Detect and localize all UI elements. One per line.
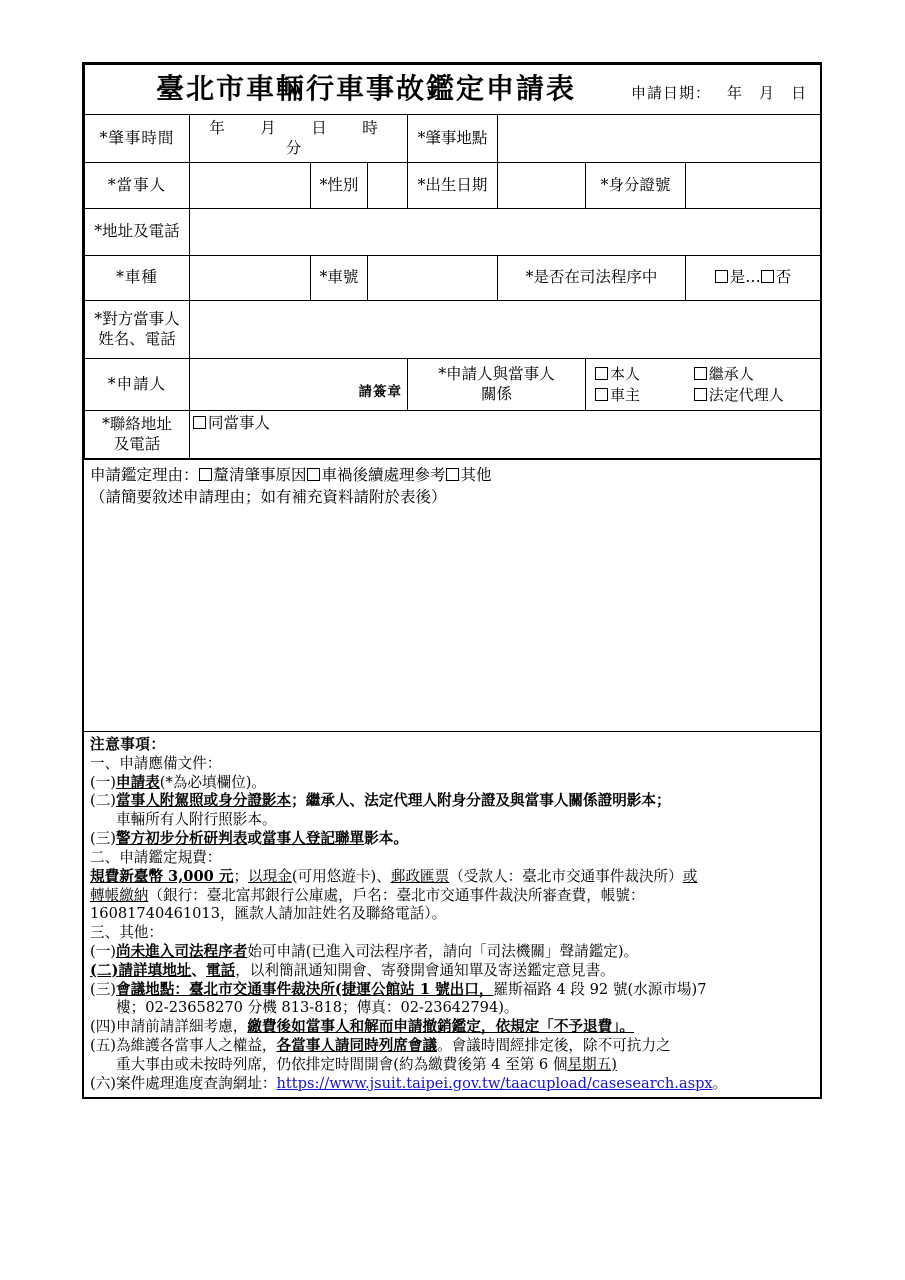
vehicle-type-input[interactable] xyxy=(190,256,311,301)
item-1-3-rest: 影本。 xyxy=(364,830,408,848)
notes-fee-line3: 16081740461013，匯款人請加註姓名及聯絡電話）。 xyxy=(90,905,447,923)
judicial-process-options xyxy=(686,256,821,301)
item-3-5-line2-pre: 重大事由或未按時列席，仍依排定時間開會(約為繳費後第 4 至第 6 個 xyxy=(116,1055,568,1073)
id-number-input[interactable] xyxy=(686,163,821,209)
notes-item-3-3 xyxy=(90,981,814,1000)
fee-or: 或 xyxy=(682,867,698,885)
reason-option-clarify[interactable] xyxy=(199,466,307,484)
item-3-3-rest: 羅斯福路 4 段 92 號(水源市場)7 xyxy=(493,980,707,998)
form-frame xyxy=(82,62,822,1099)
application-date-year[interactable]: 年 xyxy=(727,84,744,102)
fee-sep-1: ； xyxy=(233,867,249,885)
other-party-label-line2: 姓名、電話 xyxy=(98,329,176,348)
accident-time-input[interactable]: 年 月 日 時 分 xyxy=(190,115,408,163)
reason-option-followup[interactable] xyxy=(307,466,446,484)
application-date-day[interactable]: 日 xyxy=(791,84,808,102)
item-3-6-number: (六) xyxy=(90,1074,116,1092)
item-3-2-rest: ，以利簡訊通知開會、寄發開會通知單及寄送鑑定意見書。 xyxy=(235,961,615,979)
form-table xyxy=(84,64,821,459)
notes-item-3-4 xyxy=(90,1018,814,1037)
checkbox-icon[interactable] xyxy=(595,367,608,380)
id-number-label: *身分證號 xyxy=(586,163,686,209)
plate-number-input[interactable] xyxy=(368,256,498,301)
item-1-2-number: (二) xyxy=(90,792,116,810)
notes-item-3-5 xyxy=(90,1037,814,1056)
item-1-1-rest: (*為必填欄位)。 xyxy=(159,773,267,791)
item-1-2-mid: ；繼承人、法定代理人附身分證及與當事人關係證明影本； xyxy=(291,792,671,810)
case-search-url-link[interactable]: https://www.jsuit.taipei.gov.tw/taacupload/casesearch.aspx xyxy=(276,1074,713,1092)
checkbox-icon[interactable] xyxy=(694,388,707,401)
application-date-month[interactable]: 月 xyxy=(759,84,776,102)
accident-place-input[interactable] xyxy=(498,115,821,163)
notes-heading: 注意事項： xyxy=(90,736,166,753)
reason-prefix-label: 申請鑑定理由： xyxy=(90,466,199,484)
checkbox-icon[interactable] xyxy=(761,270,774,283)
item-3-5-rest: 。會議時間經排定後，除不可抗力之 xyxy=(437,1037,671,1054)
fee-money-order: 郵政匯票 xyxy=(390,867,450,885)
notes-fee-line1 xyxy=(90,868,814,887)
relation-label-line2: 關係 xyxy=(480,384,512,403)
party-name-input[interactable] xyxy=(190,163,311,209)
item-1-1-number: (一) xyxy=(90,773,116,791)
relation-option-self-label: 本人 xyxy=(610,364,641,383)
fee-text-2: (可用悠遊卡)、 xyxy=(291,867,391,885)
birth-date-label: *出生日期 xyxy=(408,163,498,209)
item-3-4-number: (四) xyxy=(90,1018,116,1036)
address-phone-row xyxy=(85,209,821,256)
notes-section1-title: 一、申請應備文件： xyxy=(90,754,222,772)
relation-label-line1: *申請人與當事人 xyxy=(438,365,555,384)
birth-date-input[interactable] xyxy=(498,163,586,209)
reason-box[interactable] xyxy=(84,459,820,732)
relation-option-owner[interactable] xyxy=(595,386,694,405)
contact-same-as-party-option[interactable] xyxy=(193,414,270,432)
item-3-2-emphasis-1: 請詳填地址 xyxy=(118,961,192,979)
checkbox-icon[interactable] xyxy=(199,468,212,481)
fee-text-4: （銀行：臺北富邦銀行公庫處，戶名：臺北市交通事件裁決所審查費，帳號： xyxy=(148,886,645,904)
item-3-3-number: (三) xyxy=(90,980,116,998)
relation-option-legal-rep[interactable] xyxy=(694,386,817,405)
notes-item-1-2 xyxy=(90,792,814,811)
item-3-1-rest: 始可申請(已進入司法程序者，請向「司法機關」聲請鑑定)。 xyxy=(247,942,639,960)
notes-item-1-2-line2: 車輛所有人附行照影本。 xyxy=(116,811,277,829)
contact-same-as-party-label: 同當事人 xyxy=(208,414,271,432)
reason-options-line xyxy=(90,464,814,486)
item-3-2-mid: 、 xyxy=(191,961,206,979)
title-row xyxy=(85,65,821,115)
judicial-no-label: 否 xyxy=(775,268,792,287)
relation-option-heir[interactable] xyxy=(694,365,817,384)
other-party-input[interactable] xyxy=(190,301,821,359)
notes-item-3-1 xyxy=(90,943,814,962)
notes-section3-title: 三、其他： xyxy=(90,924,163,942)
judicial-separator: … xyxy=(745,268,761,287)
checkbox-icon[interactable] xyxy=(595,388,608,401)
accident-time-label: *肇事時間 xyxy=(85,115,190,163)
vehicle-row xyxy=(85,256,821,301)
notes-item-1-3 xyxy=(90,830,814,849)
contact-row xyxy=(85,411,821,459)
other-party-row xyxy=(85,301,821,359)
contact-label xyxy=(85,411,190,459)
notes-section2-title: 二、申請鑑定規費： xyxy=(90,848,222,866)
plate-number-label: *車號 xyxy=(311,256,368,301)
checkbox-icon[interactable] xyxy=(715,270,728,283)
notes-fee-line2 xyxy=(90,887,814,906)
notes-item-3-6 xyxy=(90,1075,814,1094)
page-title: 臺北市車輛行車事故鑑定申請表 xyxy=(156,72,577,105)
relation-option-owner-label: 車主 xyxy=(610,385,641,404)
gender-label: *性別 xyxy=(311,163,368,209)
item-3-6-pre: 案件處理進度查詢網址： xyxy=(115,1074,277,1092)
item-3-6-post: 。 xyxy=(712,1074,728,1092)
notes-item-1-1 xyxy=(90,774,814,793)
judicial-yes-option[interactable] xyxy=(715,268,746,286)
judicial-process-label: *是否在司法程序中 xyxy=(498,256,686,301)
item-1-3-number: (三) xyxy=(90,830,116,848)
reason-option-other[interactable] xyxy=(446,466,492,484)
relation-option-heir-label: 繼承人 xyxy=(708,364,754,383)
item-3-5-pre: 為維護各當事人之權益， xyxy=(115,1037,277,1054)
judicial-yes-label: 是 xyxy=(729,268,746,287)
address-phone-label: *地址及電話 xyxy=(85,209,190,256)
fee-cash: 以現金 xyxy=(248,867,292,885)
notes-section xyxy=(84,732,820,1097)
other-party-label xyxy=(85,301,190,359)
party-row xyxy=(85,163,821,209)
item-3-5-emphasis: 各當事人請同時列席會議 xyxy=(276,1037,438,1054)
vehicle-type-label: *車種 xyxy=(85,256,190,301)
checkbox-icon[interactable] xyxy=(694,367,707,380)
item-3-1-number: (一) xyxy=(90,942,116,960)
fee-text-3: （受款人：臺北市交通事件裁決所） xyxy=(449,867,683,885)
address-phone-input[interactable] xyxy=(190,209,821,256)
checkbox-icon[interactable] xyxy=(446,468,459,481)
application-date-block xyxy=(631,84,807,103)
signature-hint: 請簽章 xyxy=(358,384,402,401)
contact-input[interactable] xyxy=(190,411,821,459)
applicant-signature-input[interactable] xyxy=(190,359,408,411)
application-date-label: 申請日期： xyxy=(631,84,712,102)
notes-item-3-5-line2 xyxy=(90,1056,814,1075)
item-1-3-emphasis-2: 當事人登記聯單 xyxy=(261,830,365,848)
item-1-1-emphasis: 申請表 xyxy=(115,773,160,791)
item-1-3-emphasis-1: 警方初步分析研判表 xyxy=(115,830,248,848)
fee-transfer: 轉帳繳納 xyxy=(90,886,149,904)
reason-option-followup-label: 車禍後續處理參考 xyxy=(321,466,446,484)
fee-amount: 規費新臺幣 3,000 元 xyxy=(90,867,234,885)
item-3-3-emphasis: 會議地點：臺北市交通事件裁決所(捷運公館站 1 號出口， xyxy=(115,980,494,998)
reason-instruction: （請簡要敘述申請理由；如有補充資料請附於表後） xyxy=(90,488,447,507)
accident-row xyxy=(85,115,821,163)
item-3-5-number: (五) xyxy=(90,1037,116,1054)
applicant-row xyxy=(85,359,821,411)
checkbox-icon[interactable] xyxy=(193,416,206,429)
accident-place-label: *肇事地點 xyxy=(408,115,498,163)
judicial-no-option[interactable] xyxy=(761,268,792,286)
other-party-label-line1: *對方當事人 xyxy=(94,310,180,329)
reason-option-clarify-label: 釐清肇事原因 xyxy=(213,466,307,484)
notes-item-3-2 xyxy=(90,962,814,981)
party-label: *當事人 xyxy=(85,163,190,209)
item-3-2-emphasis-2: 電話 xyxy=(206,961,236,979)
item-3-2-number: (二) xyxy=(90,961,119,979)
relation-options xyxy=(586,359,821,411)
reason-option-other-label: 其他 xyxy=(460,466,492,484)
notes-item-3-3-line2: 樓；02-23658270 分機 813-818；傳真：02-23642794)。 xyxy=(116,999,519,1017)
checkbox-icon[interactable] xyxy=(307,468,320,481)
item-3-4-emphasis: 繳費後如當事人和解而申請撤銷鑑定，依規定「不予退費」。 xyxy=(247,1018,635,1036)
item-3-4-pre: 申請前請詳細考慮， xyxy=(115,1018,248,1036)
contact-label-line1: *聯絡地址 xyxy=(102,415,172,434)
relation-option-self[interactable] xyxy=(595,365,694,384)
applicant-label: *申請人 xyxy=(85,359,190,411)
relation-option-legal-rep-label: 法定代理人 xyxy=(708,385,784,404)
relation-label xyxy=(408,359,586,411)
item-1-3-mid: 或 xyxy=(247,830,262,848)
contact-label-line2: 及電話 xyxy=(113,434,161,453)
item-3-5-line2-underline: 星期五) xyxy=(567,1055,617,1073)
item-1-2-emphasis: 當事人附駕照或身分證影本 xyxy=(115,792,292,810)
item-3-1-emphasis: 尚未進入司法程序者 xyxy=(115,942,248,960)
gender-input[interactable] xyxy=(368,163,408,209)
